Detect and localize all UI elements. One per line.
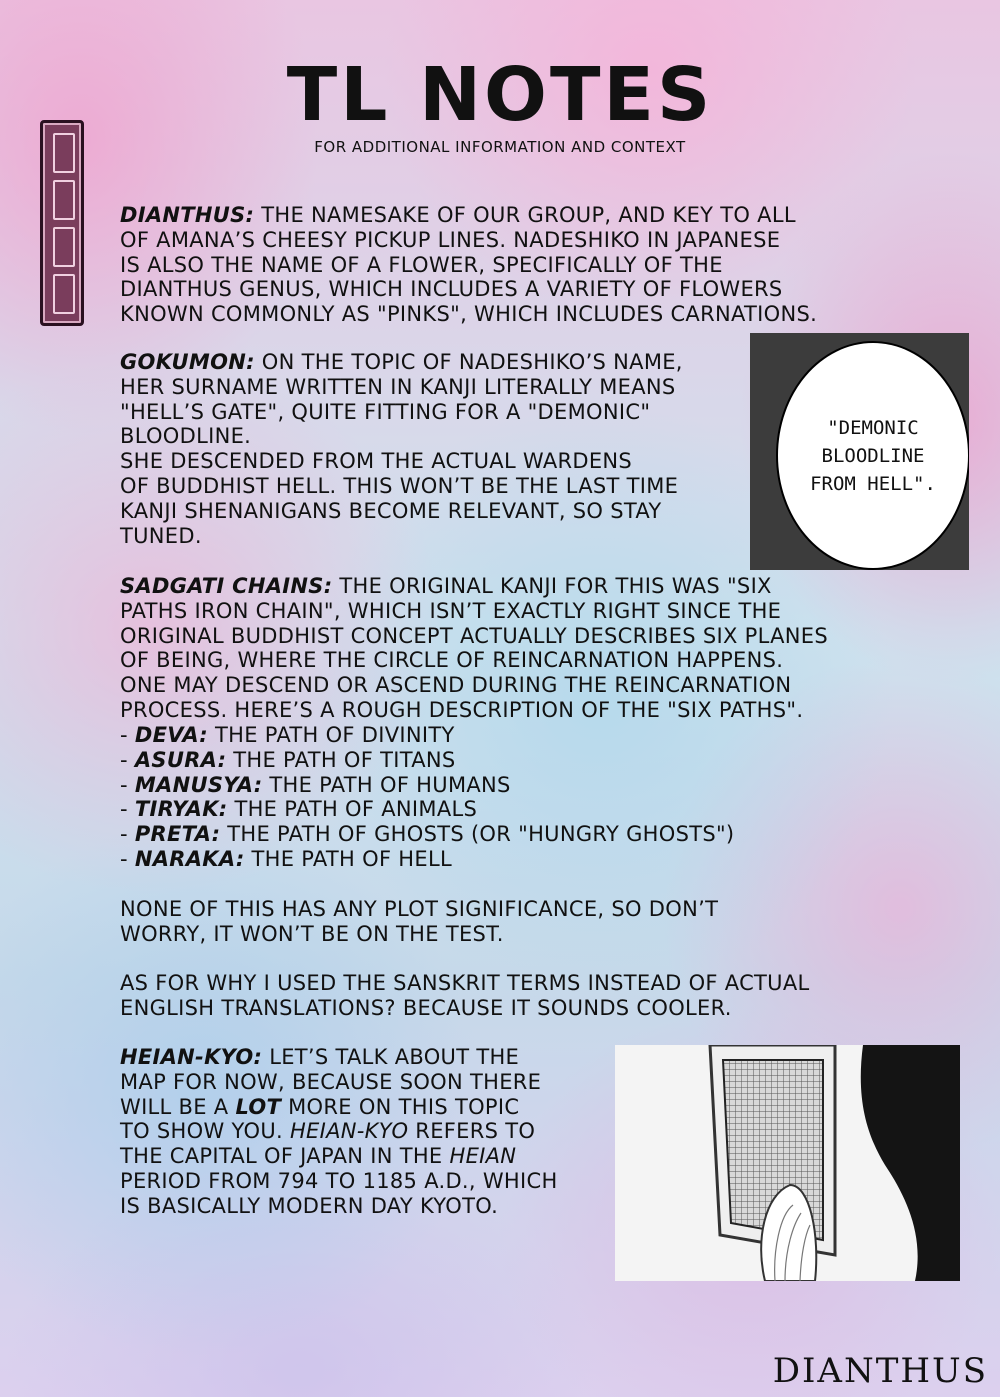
note-italic: HEIAN (449, 1144, 517, 1169)
note-sadgati-chains (120, 574, 940, 723)
note-body: ON THE TOPIC OF NADESHIKO’S NAME, HER SURNAME WRITTEN IN KANJI LITERALLY MEANS "HELL’S GATE", QUITE FITTING FOR A "DEMONIC" BLOODLINE. SHE DESCENDED FROM THE ACTUAL WARDENS OF BUDDHIST HELL. THIS WON’T BE THE LAST TIME KANJI SHENANIGANS BECOME RELEVANT, SO STAY TUNED. (120, 350, 683, 548)
note-plot-significance: NONE OF THIS HAS ANY PLOT SIGNIFICANCE, SO DON’T WORRY, IT WON’T BE ON THE TEST. (120, 897, 719, 946)
path-item: - PRETA: THE PATH OF GHOSTS (OR "HUNGRY GHOSTS") (120, 822, 735, 847)
speech-bubble (776, 341, 969, 570)
path-item: - TIRYAK: THE PATH OF ANIMALS (120, 797, 478, 822)
footer-brand: DIANTHUS (772, 1351, 988, 1391)
note-body: THE NAMESAKE OF OUR GROUP, AND KEY TO ALL OF AMANA’S CHEESY PICKUP LINES. NADESHIKO IN JAPANESE IS ALSO THE NAME OF A FLOWER, SPECIFICALLY OF THE DIANTHUS GENUS, WHICH INCLUDES A VARIETY OF FLOWERS KNOWN COMMONLY AS "PINKS", WHICH INCLUDES CARNATIONS. (120, 203, 818, 327)
note-italic: HEIAN-KYO (289, 1119, 409, 1144)
path-item: - DEVA: THE PATH OF DIVINITY (120, 723, 455, 747)
page-title: TL NOTES (286, 52, 714, 138)
note-term: SADGATI CHAINS: (120, 574, 333, 598)
seal-stamp (40, 120, 84, 326)
speech-bubble-text: "DEMONIC BLOODLINE FROM HELL". (810, 416, 936, 495)
six-paths-list (120, 723, 940, 872)
note-term: GOKUMON: (120, 350, 255, 374)
path-item: - NARAKA: THE PATH OF HELL (120, 846, 452, 871)
note-term: HEIAN-KYO: (120, 1045, 263, 1069)
manga-panel-map (615, 1045, 960, 1281)
manga-panel-speech-bubble (750, 333, 969, 570)
note-gokumon (120, 350, 745, 548)
note-heian-kyo: HEIAN-KYO: LET’S TALK ABOUT THE MAP FOR NOW, BECAUSE SOON THERE WILL BE A LOT MORE ON THIS TOPIC TO SHOW YOU. HEIAN-KYO REFERS TO THE CAPITAL OF JAPAN IN THE HEIAN PERIOD FROM 794 TO 1185 A.D., WHICH IS BASICALLY MODERN DAY KYOTO. (120, 1045, 558, 1218)
path-item: - MANUSYA: THE PATH OF HUMANS (120, 772, 511, 797)
map-illustration (615, 1045, 960, 1281)
page-subtitle: FOR ADDITIONAL INFORMATION AND CONTEXT (314, 138, 686, 156)
note-body: THE ORIGINAL KANJI FOR THIS WAS "SIX PATHS IRON CHAIN", WHICH ISN’T EXACTLY RIGHT SINCE THE ORIGINAL BUDDHIST CONCEPT ACTUALLY DESCRIBES SIX PLANES OF BEING, WHERE THE CIRCLE OF REINCARNATION HAPPENS. ONE MAY DESCEND OR ASCEND DURING THE REINCARNATION PROCESS. HERE’S A ROUGH DESCRIPTION OF THE "SIX PATHS". (120, 574, 829, 722)
note-sanskrit-terms: AS FOR WHY I USED THE SANSKRIT TERMS INSTEAD OF ACTUAL ENGLISH TRANSLATIONS? BECAUSE IT SOUNDS COOLER. (120, 971, 810, 1020)
note-emphasis: LOT (235, 1094, 282, 1119)
note-dianthus (120, 203, 920, 327)
note-term: DIANTHUS: (120, 203, 255, 227)
path-item: - ASURA: THE PATH OF TITANS (120, 747, 456, 772)
